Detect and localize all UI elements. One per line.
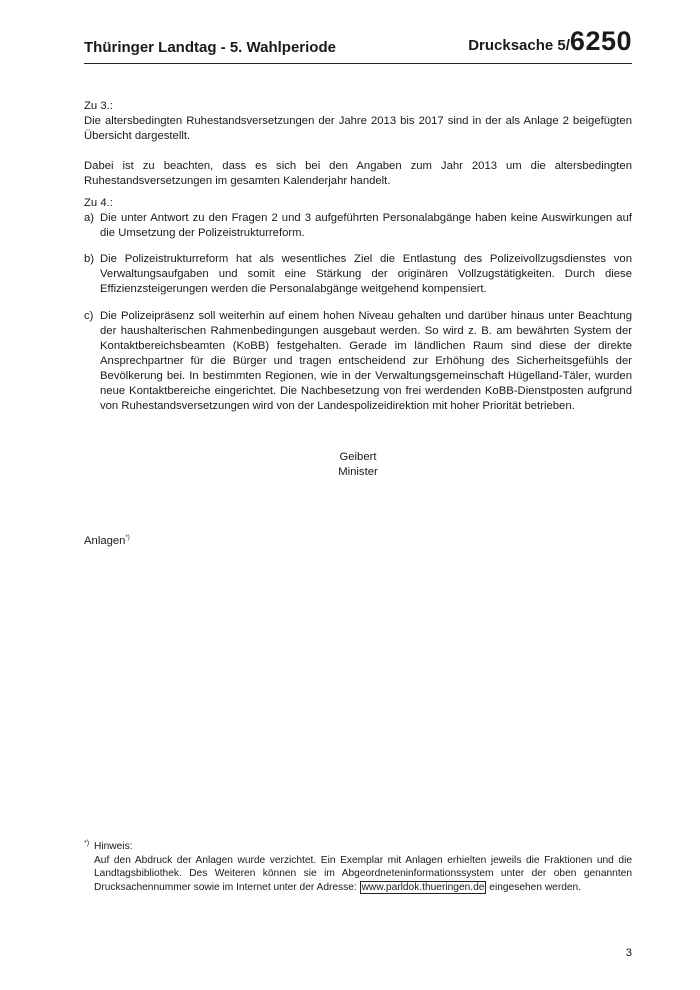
page-number: 3 — [625, 947, 632, 959]
attachments-text: Anlagen — [84, 535, 126, 547]
list-item — [84, 309, 632, 414]
attachments-footnote-mark: *) — [125, 535, 130, 542]
paragraph: Dabei ist zu beachten, dass es sich bei den Angaben zum Jahr 2013 um die altersbedingten Ruhestandsversetzungen im gesamten Kalenderjahr handelt. — [84, 160, 632, 187]
list-item — [84, 252, 632, 297]
list-item — [84, 211, 632, 241]
signature-name: Geibert — [339, 451, 377, 463]
footnote-text — [94, 854, 632, 895]
list-item-label: c) — [84, 310, 94, 322]
attachments-label — [84, 535, 130, 547]
section-heading: Zu 4.: — [84, 197, 113, 209]
header-title: Thüringer Landtag - 5. Wahlperiode — [84, 39, 336, 56]
footnote-heading: Hinweis: — [94, 841, 133, 852]
document-number-value: 6250 — [569, 26, 632, 56]
section-heading: Zu 3.: — [84, 100, 113, 112]
footnote-text-before: Auf den Abdruck der Anlagen wurde verzichtet. Ein Exemplar mit Anlagen erhielten jeweils die Fraktionen und die Landtagsbibliothek. Des Weiteren können sie im Abgeordneteninformationssystem unter der oben genannten Drucksachennummer sowie im Internet unter der Adresse: — [94, 854, 632, 893]
parldok-link[interactable]: www.parldok.thueringen.de — [361, 881, 485, 893]
list-item-text: Die Polizeistrukturreform hat als wesentliches Ziel die Entlastung des Polizeivollzugsdienstes von Verwaltungsaufgaben und somit eine Stärkung der originären Vollzugstätigkeiten. Durch diese Effizienzsteigerungen werden die Personalabgänge weitgehend kompensiert. — [100, 253, 632, 295]
list-item-text: Die Polizeipräsenz soll weiterhin auf einem hohen Niveau gehalten und darüber hinaus unter Beachtung der haushalterischen Rahmenbedingungen ausgebaut werden. So wird z. B. am bewährten System der Kontaktbereichsbeamten (KoBB) festgehalten. Gerade im ländlichen Raum sind diese der direkte Ansprechpartner für die Bürger und tragen entscheidend zur Erhöhung des Sicherheitsgefühls der Bevölkerung bei. In bestimmten Regionen, wie in der Verwaltungsgemeinschaft Hügelland-Täler, wurden neue Kontaktbereiche eingerichtet. Die Nachbesetzung von frei werdenden KoBB-Dienstposten aufgrund von Ruhestandsversetzungen wird von der Landespolizeidirektion mit hoher Priorität betrieben. — [100, 310, 632, 412]
footnote-text-after: eingesehen werden. — [486, 881, 582, 893]
document-number — [468, 26, 632, 57]
list-item-text: Die unter Antwort zu den Fragen 2 und 3 aufgeführten Personalabgänge haben keine Auswirkungen auf die Umsetzung der Polizeistrukturreform. — [100, 212, 632, 239]
signature-role: Minister — [338, 466, 378, 478]
footnote — [94, 840, 632, 894]
header-divider — [84, 63, 632, 64]
section-zu3 — [84, 99, 632, 189]
footnote-mark: *) — [84, 840, 90, 847]
list-item-label: a) — [84, 212, 95, 224]
list-item-label: b) — [84, 253, 95, 265]
paragraph: Die altersbedingten Ruhestandsversetzungen der Jahre 2013 bis 2017 sind in der als Anlage 2 beigefügten Übersicht dargestellt. — [84, 115, 632, 142]
document-number-prefix: Drucksache 5/ — [468, 37, 570, 54]
